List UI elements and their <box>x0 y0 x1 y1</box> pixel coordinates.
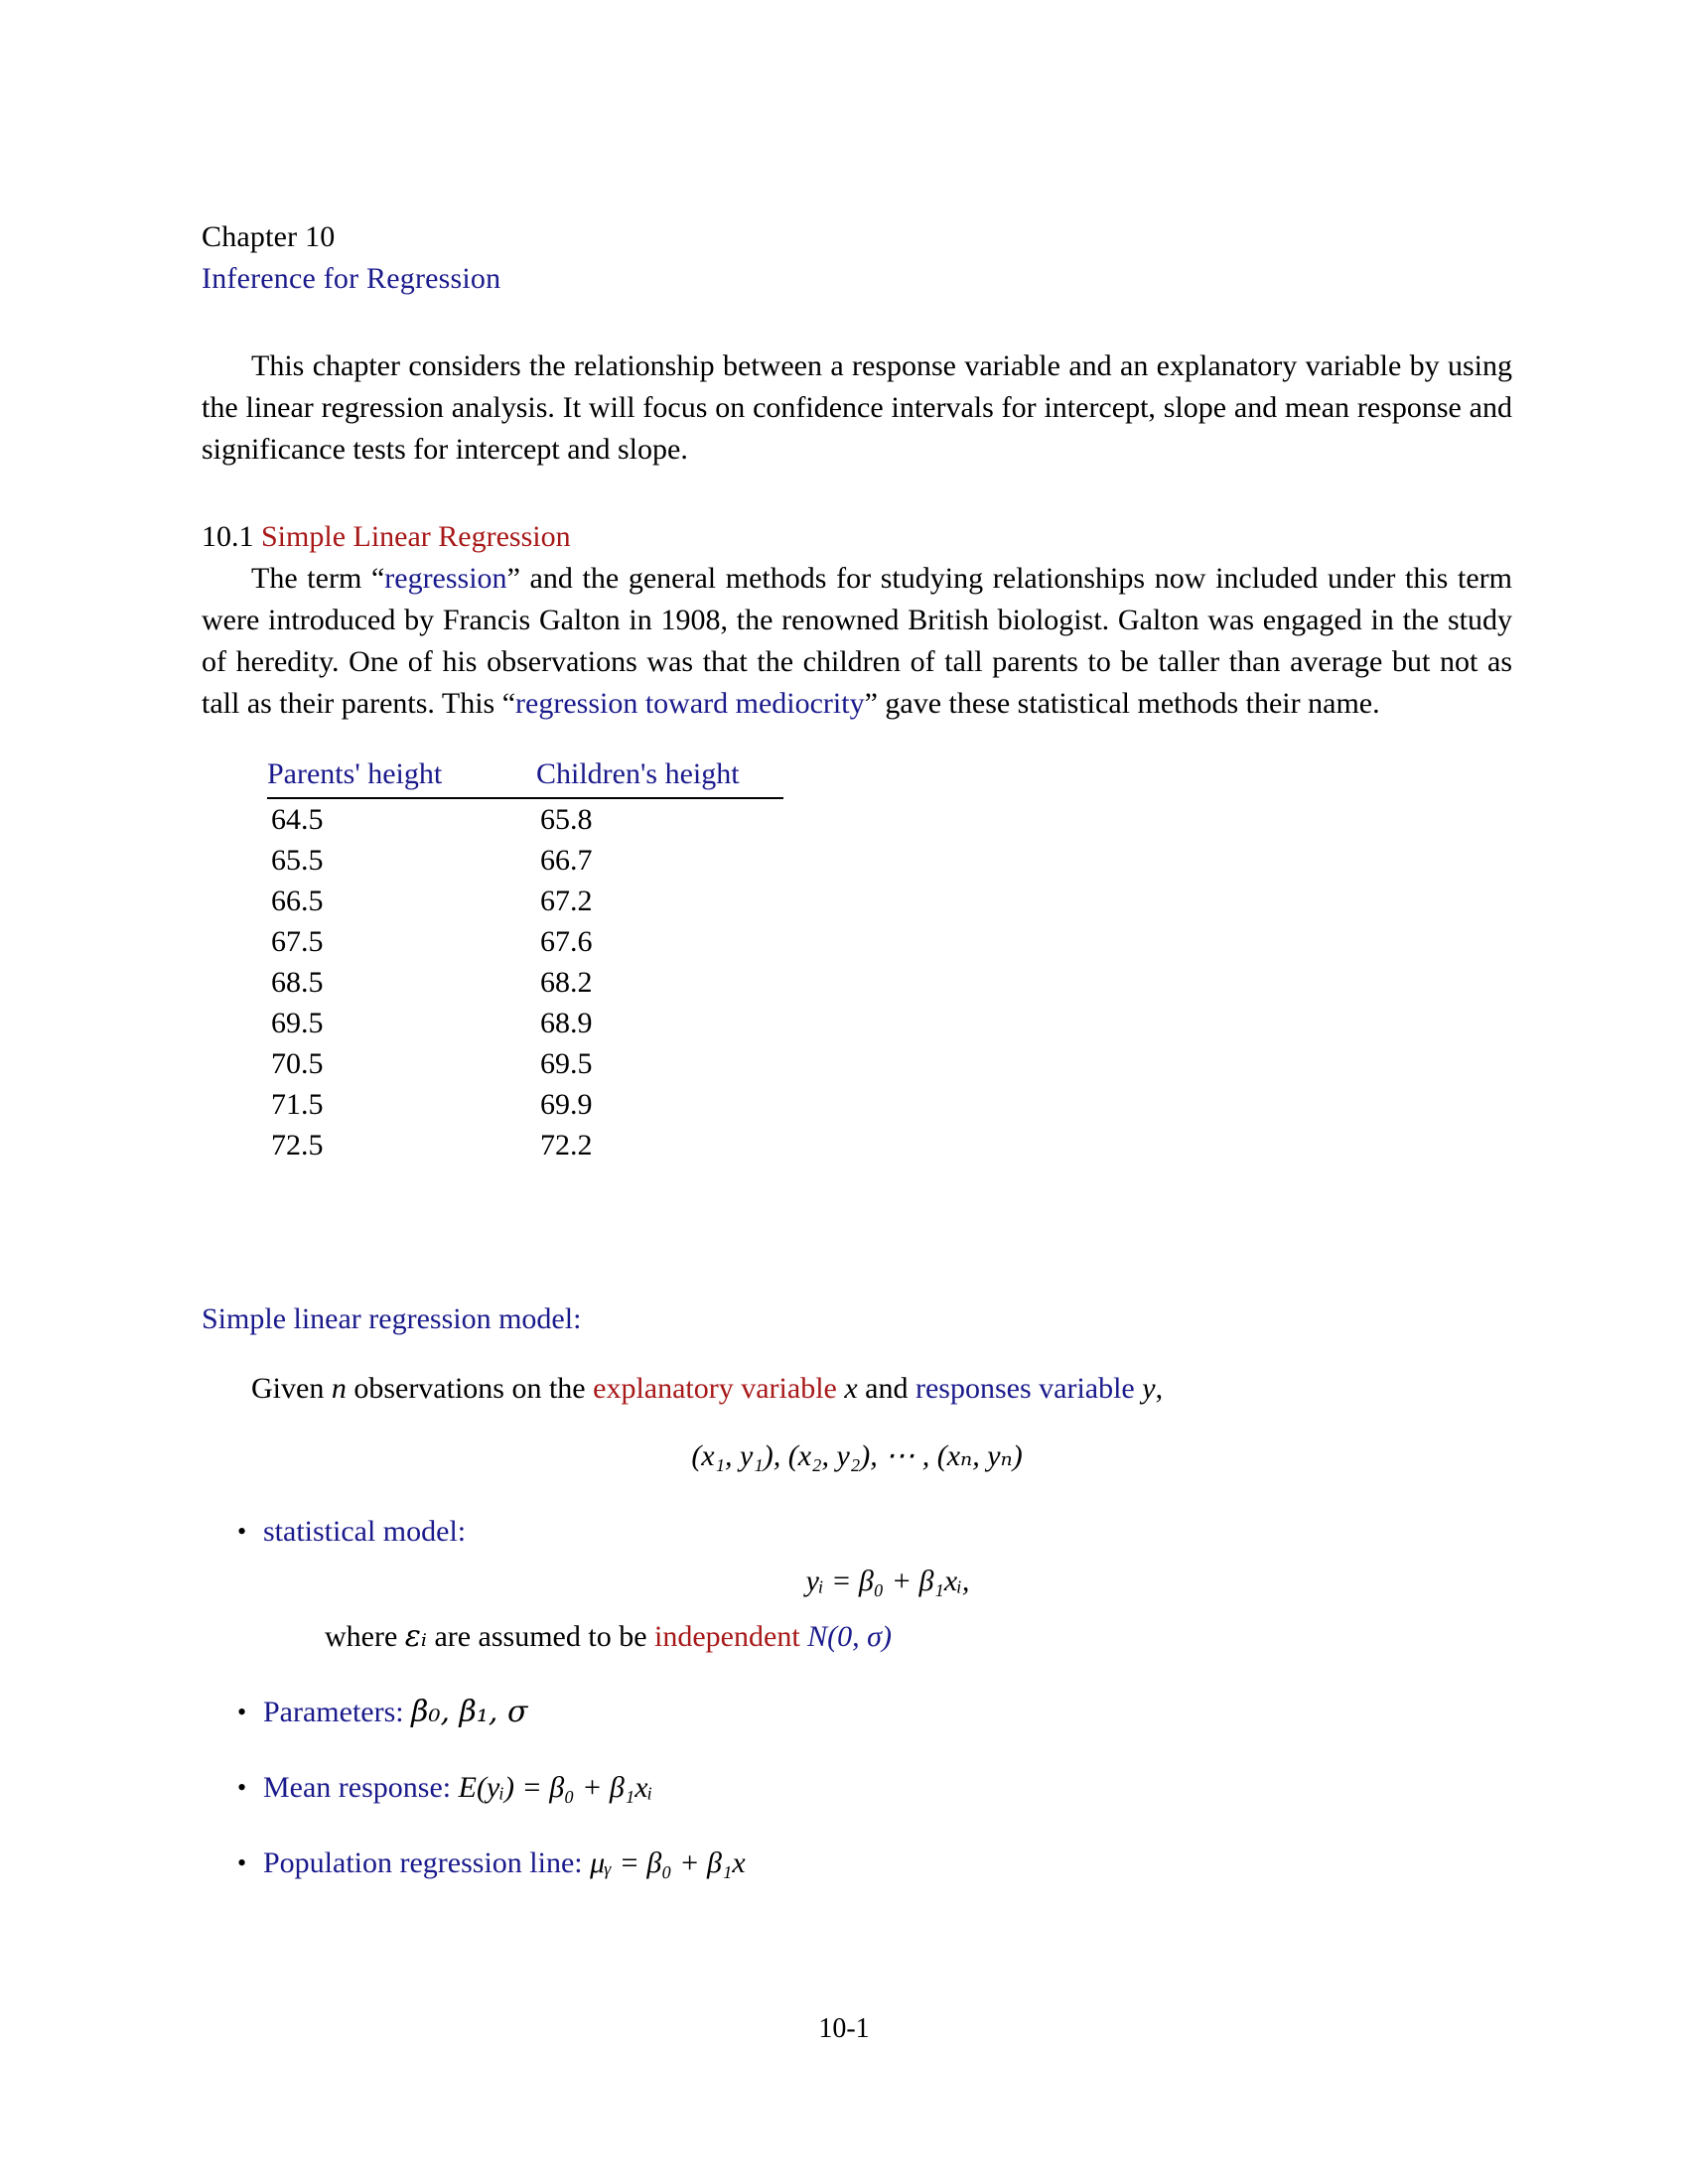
table-row <box>267 1043 783 1084</box>
mean-response-equation-text: E(yᵢ) = β₀ + β₁xᵢ <box>458 1771 653 1804</box>
given-and: and <box>857 1372 915 1405</box>
cell-children-height: 72.2 <box>540 1129 593 1161</box>
section-paragraph-part3: ” gave these statistical methods their name. <box>864 687 1380 720</box>
cell-children-height: 68.9 <box>540 1007 593 1039</box>
list-item-mean-response <box>202 1767 1512 1809</box>
spacer <box>202 471 1512 516</box>
statistical-model-equation-text: yᵢ = β₀ + β₁xᵢ, <box>805 1565 970 1597</box>
where-mid: are assumed to be <box>426 1620 655 1653</box>
population-regression-line-equation-text: μᵧ = β₀ + β₁x <box>590 1846 746 1879</box>
cell-parents-height: 71.5 <box>271 1088 324 1121</box>
given-observations-line <box>202 1368 1512 1410</box>
heights-table-wrapper <box>267 754 833 1165</box>
cell-parents-height: 66.5 <box>271 885 324 917</box>
error-assumption-line <box>263 1616 1512 1658</box>
column-header-children-height: Children's height <box>536 757 740 790</box>
section-title: Simple Linear Regression <box>261 520 571 553</box>
independent-label: independent <box>654 1620 800 1653</box>
normal-distribution-symbol: N(0, σ) <box>807 1620 892 1653</box>
cell-children-height: 69.9 <box>540 1088 593 1121</box>
column-header-parents-height: Parents' height <box>267 757 443 790</box>
cell-parents-height: 69.5 <box>271 1007 324 1039</box>
heights-table <box>267 754 783 1165</box>
table-row <box>267 1084 783 1125</box>
cell-children-height: 68.2 <box>540 966 593 999</box>
cell-parents-height: 67.5 <box>271 925 324 958</box>
section-heading <box>202 516 1512 558</box>
cell-children-height: 67.2 <box>540 885 593 917</box>
observation-pairs-equation <box>202 1435 1512 1477</box>
population-regression-line-label: Population regression line: <box>263 1846 583 1879</box>
cell-parents-height: 68.5 <box>271 966 324 999</box>
statistical-model-label: statistical model: <box>263 1515 467 1548</box>
chapter-label: Chapter 10 <box>202 220 336 253</box>
response-variable-label: responses variable <box>915 1372 1135 1405</box>
section-paragraph-part2: ” and the general methods for studying relationships now included under this term were introduced by Francis Galton in 1908, the renowned British biologist. Galton was engaged in the study of heredity. One of his observations was that the children of tall parents to be taller than average but not as tall as their parents. This “ <box>202 562 1512 720</box>
spacer <box>202 300 1512 345</box>
intro-paragraph-text: This chapter considers the relationship between a response variable and an explanatory variable by using the linear regression analysis. It will focus on confidence intervals for intercept, slope and mean response and significance tests for intercept and slope. <box>202 349 1512 466</box>
page-footer: 10-1 <box>818 2013 870 2044</box>
table-row <box>267 881 783 921</box>
given-mid: observations on the <box>346 1372 594 1405</box>
given-suffix: , <box>1155 1372 1164 1405</box>
table-row <box>267 840 783 881</box>
intro-paragraph <box>202 345 1512 471</box>
given-n: n <box>331 1372 347 1405</box>
response-variable-symbol: y <box>1142 1372 1156 1405</box>
where-prefix: where <box>325 1620 405 1653</box>
list-item-population-regression-line <box>202 1843 1512 1884</box>
explanatory-variable-symbol: x <box>844 1372 858 1405</box>
statistical-model-equation <box>263 1561 1512 1602</box>
cell-parents-height: 72.5 <box>271 1129 324 1161</box>
cell-children-height: 67.6 <box>540 925 593 958</box>
cell-children-height: 66.7 <box>540 844 593 877</box>
table-body <box>267 798 783 1165</box>
cell-parents-height: 65.5 <box>271 844 324 877</box>
given-prefix: Given <box>251 1372 332 1405</box>
emphasis-regression-toward-mediocrity: regression toward mediocrity <box>515 687 865 720</box>
parameters-label: Parameters: <box>263 1696 404 1728</box>
bullet-icon: • <box>237 1773 247 1802</box>
table-row <box>267 962 783 1003</box>
emphasis-regression: regression <box>384 562 507 595</box>
model-bullet-list <box>202 1511 1512 1884</box>
cell-children-height: 65.8 <box>540 803 593 836</box>
table-row <box>267 1125 783 1165</box>
table-row <box>267 798 783 840</box>
table-header-row <box>267 754 783 798</box>
chapter-title: Inference for Regression <box>202 262 501 295</box>
model-heading: Simple linear regression model: <box>202 1302 582 1335</box>
parameters-equation-text: β₀, β₁, σ <box>411 1695 528 1729</box>
pairs-equation-text: (x₁, y₁), (x₂, y₂), ⋯ , (xₙ, yₙ) <box>691 1439 1023 1472</box>
explanatory-variable-label: explanatory variable <box>593 1372 837 1405</box>
mean-response-label: Mean response: <box>263 1771 452 1804</box>
section-number: 10.1 <box>202 520 254 553</box>
table-head <box>267 754 783 798</box>
bullet-icon: • <box>237 1698 247 1726</box>
cell-children-height: 69.5 <box>540 1047 593 1080</box>
cell-parents-height: 64.5 <box>271 803 324 836</box>
bullet-icon: • <box>237 1517 247 1546</box>
epsilon-symbol: εᵢ <box>404 1619 427 1654</box>
section-paragraph-part1: The term “ <box>251 562 385 595</box>
cell-parents-height: 70.5 <box>271 1047 324 1080</box>
table-row <box>267 1003 783 1043</box>
page-content <box>202 216 1512 1884</box>
bullet-icon: • <box>237 1848 247 1877</box>
table-row <box>267 921 783 962</box>
section-paragraph <box>202 558 1512 725</box>
list-item-parameters <box>202 1692 1512 1733</box>
list-item-statistical-model <box>202 1511 1512 1658</box>
